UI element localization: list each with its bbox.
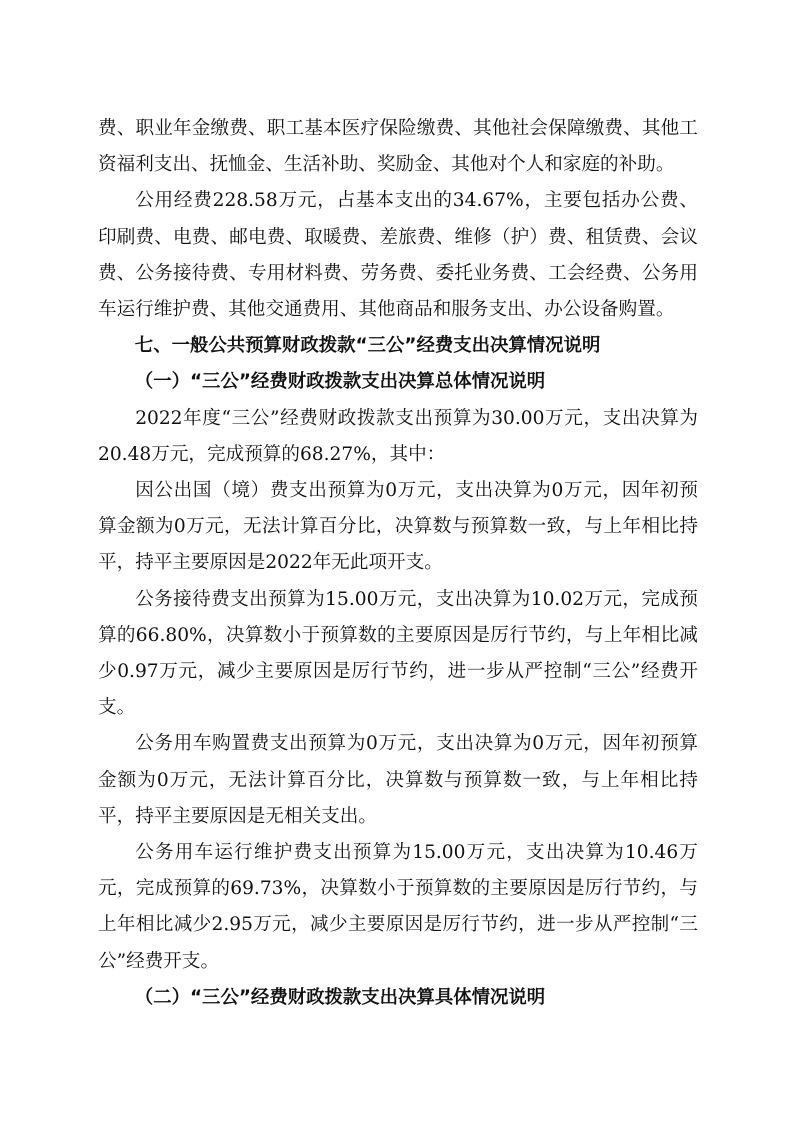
- paragraph-budget-summary: 2022年度“三公”经费财政拨款支出预算为30.00万元，支出决算为20.48万元，完成预算的68.27%，其中：: [98, 407, 698, 465]
- subsection-heading-overall: （一）“三公”经费财政拨款支出决算总体情况说明: [134, 371, 546, 393]
- subsection-heading-specific: （二）“三公”经费财政拨款支出决算具体情况说明: [134, 986, 546, 1008]
- paragraph-vehicle-purchase: 公务用车购置费支出预算为0万元，支出决算为0万元，因年初预算金额为0万元，无法计算百分比，决算数与预算数一致，与上年相比持平，持平主要原因是无相关支出。: [98, 733, 698, 827]
- paragraph-official-reception: 公务接待费支出预算为15.00万元，支出决算为10.02万元，完成预算的66.80%，决算数小于预算数的主要原因是厉行节约，与上年相比减少0.97万元，减少主要原因是厉行节约，进一步从严控制“三公”经费开支。: [98, 588, 698, 719]
- paragraph-personnel-expenses-continued: 费、职业年金缴费、职工基本医疗保险缴费、其他社会保障缴费、其他工资福利支出、抚恤金、生活补助、奖励金、其他对个人和家庭的补助。: [98, 118, 698, 176]
- paragraph-public-expenses: 公用经费228.58万元，占基本支出的34.67%，主要包括办公费、印刷费、电费、邮电费、取暖费、差旅费、维修（护）费、租赁费、会议费、公务接待费、专用材料费、劳务费、委托业务费、工会经费、公务用车运行维护费、其他交通费用、其他商品和服务支出、办公设备购置。: [98, 190, 698, 321]
- document-body: [98, 111, 698, 1016]
- paragraph-overseas-travel: 因公出国（境）费支出预算为0万元，支出决算为0万元，因年初预算金额为0万元，无法计算百分比，决算数与预算数一致，与上年相比持平，持平主要原因是2022年无此项开支。: [98, 480, 698, 574]
- paragraph-vehicle-operation: 公务用车运行维护费支出预算为15.00万元，支出决算为10.46万元，完成预算的69.73%，决算数小于预算数的主要原因是厉行节约，与上年相比减少2.95万元，减少主要原因是厉行节约，进一步从严控制“三公”经费开支。: [98, 842, 698, 972]
- section-heading-three-public-expenses: 七、一般公共预算财政拨款“三公”经费支出决算情况说明: [134, 335, 601, 357]
